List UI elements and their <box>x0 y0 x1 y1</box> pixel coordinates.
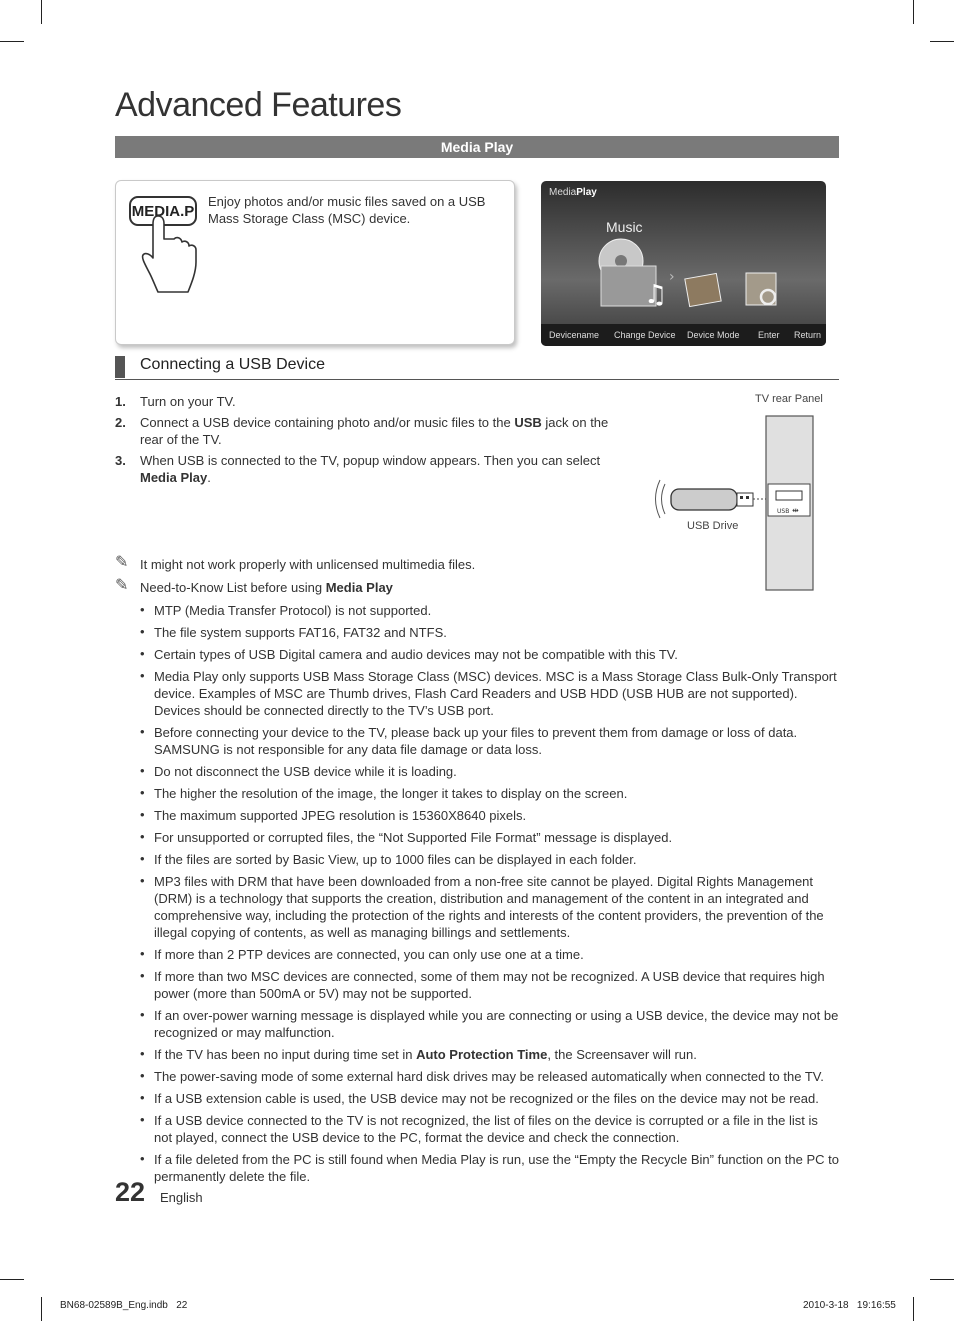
svg-text:›: › <box>669 269 675 285</box>
notes-section <box>115 556 839 1190</box>
media-icons <box>541 181 826 346</box>
usb-drive-label: USB Drive <box>687 520 739 532</box>
page-language: English <box>160 1190 203 1205</box>
section-marker <box>115 356 125 378</box>
pencil-icon: ✎ <box>115 554 129 571</box>
footer-enter: Enter <box>758 330 780 340</box>
screen-header: MediaPlay <box>549 187 597 198</box>
step-item: 3. When USB is connected to the TV, popup window appears. Then you can select Media Play. <box>115 453 601 485</box>
hand-icon <box>140 214 204 294</box>
screen-category-label: Music <box>606 219 643 235</box>
footer-change-device: Change Device <box>614 330 676 340</box>
step-item: 1. Turn on your TV. <box>115 394 236 409</box>
list-item: • MTP (Media Transfer Protocol) is not supported. <box>140 602 839 619</box>
list-item: • Certain types of USB Digital camera and audio devices may not be compatible with this TV. <box>140 646 839 663</box>
screen-footer <box>541 324 826 346</box>
svg-text:⇹: ⇹ <box>792 506 799 515</box>
note-item: ✎ Need-to-Know List before using Media Play <box>115 577 393 595</box>
crop-mark <box>0 1279 24 1280</box>
crop-mark <box>913 1297 914 1321</box>
step-item: 2. Connect a USB device containing photo and/or music files to the USB jack on the rear of the TV. <box>115 415 609 447</box>
intro-text: Enjoy photos and/or music files saved on a USB Mass Storage Class (MSC) device. <box>208 194 486 226</box>
footer-return: Return <box>794 330 822 340</box>
crop-mark <box>0 41 24 42</box>
page-title: Advanced Features <box>115 86 402 124</box>
list-item: • The higher the resolution of the image, the longer it takes to display on the screen. <box>140 785 839 802</box>
media-play-screen <box>541 181 826 346</box>
page-number: 22 <box>115 1177 146 1207</box>
need-to-know-list <box>140 602 839 1185</box>
list-item: • Before connecting your device to the TV, please back up your files to prevent them from damage or loss of data. SAMSUNG is not responsible for any data file damage or data loss. <box>140 724 839 758</box>
list-item: • MP3 files with DRM that have been downloaded from a non-free site cannot be played. Digital Rights Management (DRM) is a technology that supports the creation, distribution and management of the content in an integrated and comprehensive way, including the protection of the rights and interests of the content providers, the prevention of the illegal copying of contents, as well as managing billings and settlements. <box>140 873 839 941</box>
list-item: • If the TV has been no input during time set in Auto Protection Time, the Screensaver will run. <box>140 1046 839 1063</box>
crop-mark <box>930 1279 954 1280</box>
list-item: • If a file deleted from the PC is still found when Media Play is run, use the “Empty the Recycle Bin” function on the PC to permanently delete the file. <box>140 1151 839 1185</box>
pencil-icon: ✎ <box>115 577 129 594</box>
crop-mark <box>913 0 914 24</box>
list-item: • The file system supports FAT16, FAT32 and NTFS. <box>140 624 839 641</box>
svg-text:♫: ♫ <box>644 280 668 310</box>
list-item: • If a USB device connected to the TV is not recognized, the list of files on the device is corrupted or a file in the list is not played, connect the USB device to the PC, format the device and check the connection. <box>140 1112 839 1146</box>
section-bar: Media Play <box>115 136 839 158</box>
list-item: • If more than two MSC devices are connected, some of them may not be recognized. A USB device that requires high power (more than 500mA or 5V) may not be supported. <box>140 968 839 1002</box>
list-item: • Media Play only supports USB Mass Storage Class (MSC) devices. MSC is a Mass Storage Class Bulk-Only Transport device. Examples of MSC are Thumb drives, Flash Card Readers and USB HDD (USB HUB are not supported). Devices should be connected directly to the TV’s USB port. <box>140 668 839 719</box>
section-divider <box>115 379 839 380</box>
footer-devicename: Devicename <box>549 330 600 340</box>
crop-mark <box>930 41 954 42</box>
list-item: • Do not disconnect the USB device while it is loading. <box>140 763 839 780</box>
list-item: • The power-saving mode of some external hard disk drives may be released automatically when connected to the TV. <box>140 1068 839 1085</box>
section-heading: Connecting a USB Device <box>140 356 325 373</box>
list-item: • If more than 2 PTP devices are connected, you can only use one at a time. <box>140 946 839 963</box>
list-item: • If a USB extension cable is used, the USB device may not be recognized or the files on the device may not be read. <box>140 1090 839 1107</box>
list-item: • If an over-power warning message is displayed while you are connecting or using a USB device, the device may not be recognized or may malfunction. <box>140 1007 839 1041</box>
svg-text:USB: USB <box>777 508 790 515</box>
tv-rear-panel-label: TV rear Panel <box>755 393 823 405</box>
crop-mark <box>41 0 42 24</box>
note-item: ✎ It might not work properly with unlicensed multimedia files. <box>115 554 476 572</box>
print-file-info: BN68-02589B_Eng.indb 22 <box>60 1300 188 1311</box>
list-item: • The maximum supported JPEG resolution is 15360X8640 pixels. <box>140 807 839 824</box>
list-item: • For unsupported or corrupted files, the “Not Supported File Format” message is displayed. <box>140 829 839 846</box>
remote-button-media-p: MEDIA.P <box>129 196 197 226</box>
print-timestamp: 2010-3-18 19:16:55 <box>803 1300 896 1311</box>
steps-list <box>115 393 615 490</box>
footer-device-mode: Device Mode <box>687 330 740 340</box>
crop-mark <box>41 1297 42 1321</box>
list-item: • If the files are sorted by Basic View, up to 1000 files can be displayed in each folder. <box>140 851 839 868</box>
